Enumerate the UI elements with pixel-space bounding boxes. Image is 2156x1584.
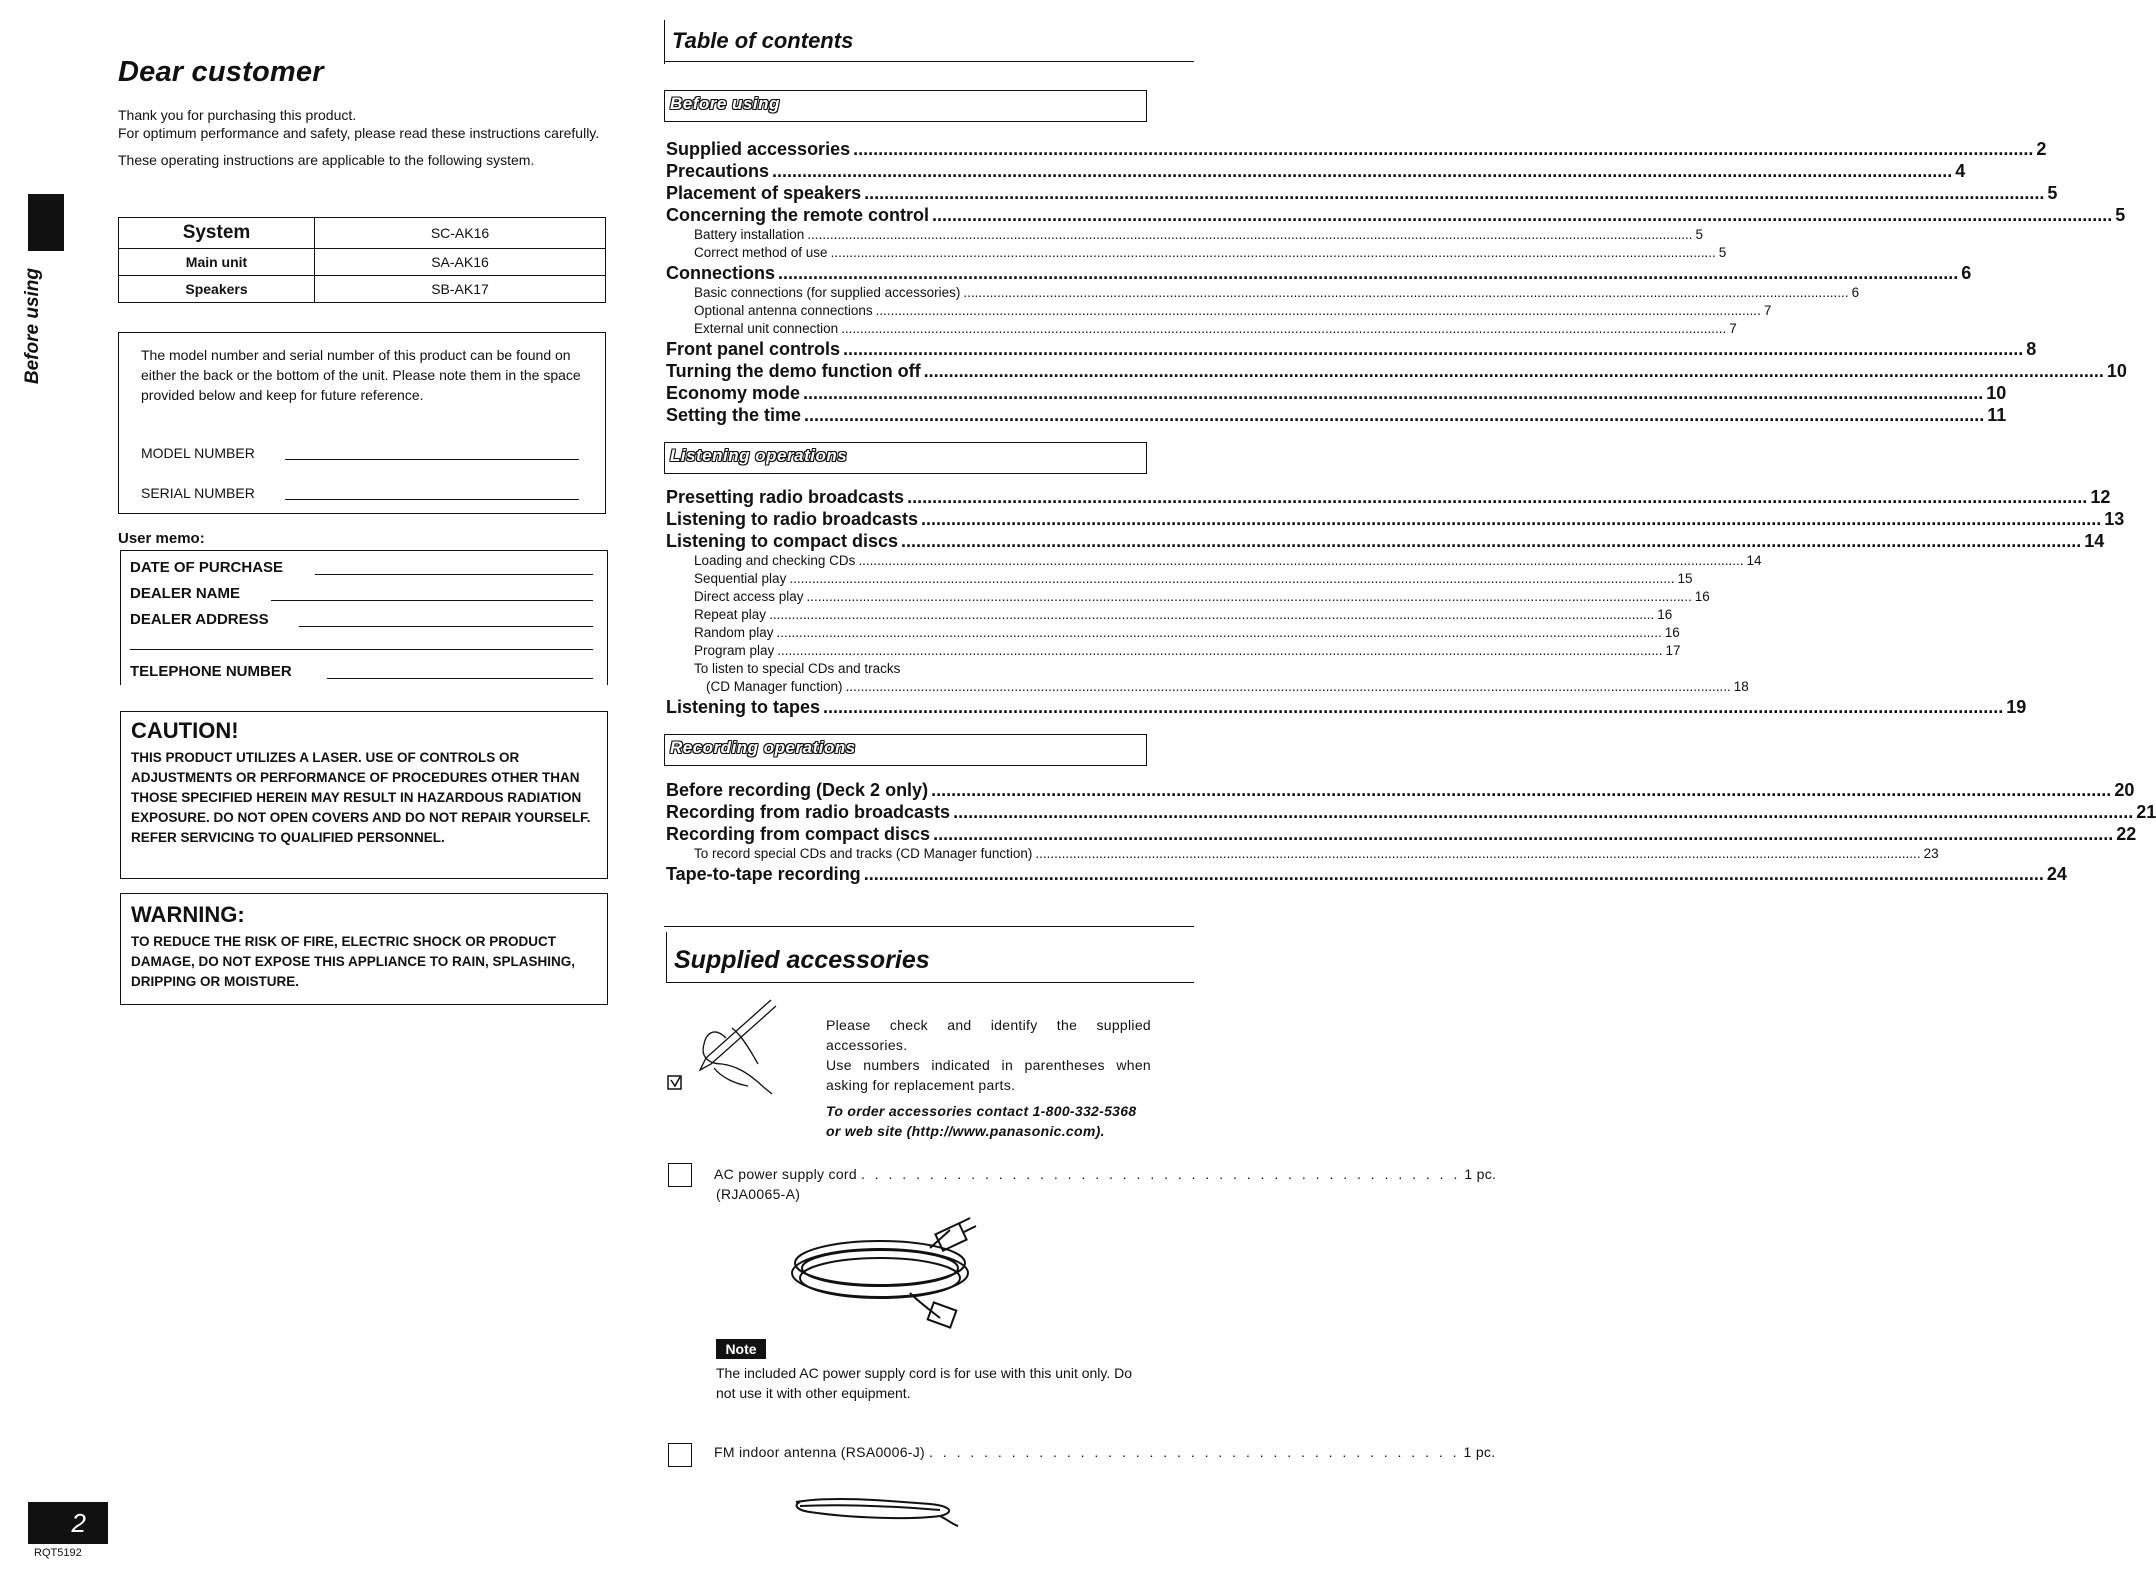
model-number-line	[285, 459, 579, 460]
toc-entry-page: 16	[1657, 607, 1673, 622]
page-number-badge	[28, 1502, 108, 1544]
warning-text: TO REDUCE THE RISK OF FIRE, ELECTRIC SHOCK OR PRODUCT DAMAGE, DO NOT EXPOSE THIS APPLIANCE TO RAIN, SPLASHING, DRIPPING OR MOISTURE.	[131, 934, 576, 989]
toc-entry-label: Listening to tapes	[666, 697, 821, 717]
date-of-purchase-label: DATE OF PURCHASE	[130, 559, 284, 576]
toc-entry-page: 22	[2116, 824, 2137, 844]
toc-entry-page: 5	[2115, 205, 2126, 225]
fm-antenna-checkbox[interactable]	[668, 1443, 692, 1467]
toc-entry-label: Sequential play	[694, 571, 787, 586]
toc-section-banner-label: Before using	[670, 94, 780, 113]
toc-entry-label: Listening to radio broadcasts	[666, 509, 919, 529]
toc-leader-dots	[953, 802, 2133, 823]
toc-leader-dots	[789, 571, 1674, 586]
toc-title: Table of contents	[672, 28, 854, 53]
toc-entry-page: 14	[1746, 553, 1762, 568]
toc-entry-page: 7	[1763, 303, 1772, 318]
toc-entry-page: 10	[2106, 361, 2127, 381]
toc-leader-dots	[864, 864, 2044, 885]
toc-leader-dots	[924, 361, 2104, 382]
toc-entry[interactable]	[666, 183, 2058, 205]
toc-entry[interactable]	[666, 531, 2105, 553]
toc-entry[interactable]	[666, 227, 1704, 245]
toc-leader-dots	[864, 183, 2044, 204]
date-line	[315, 574, 593, 575]
toc-entry-label: To listen to special CDs and tracks	[694, 661, 901, 676]
caution-text: THIS PRODUCT UTILIZES A LASER. USE OF CONTROLS OR ADJUSTMENTS OR PERFORMANCE OF PROCEDURES OTHER THAN THOSE SPECIFIED HEREIN MAY RESULT IN HAZARDOUS RADIATION EXPOSURE. DO NOT OPEN COVERS AND DO NOT REPAIR YOURSELF. REFER SERVICING TO QUALIFIED PERSONNEL.	[131, 750, 591, 845]
toc-entry[interactable]	[666, 245, 1727, 263]
toc-entry[interactable]	[666, 139, 2047, 161]
toc-entry[interactable]	[666, 509, 2125, 531]
toc-entry[interactable]	[666, 589, 1710, 607]
toc-leader-dots	[853, 139, 2033, 160]
toc-entry-label: Connections	[666, 263, 776, 283]
toc-leader-dots	[778, 263, 1958, 284]
toc-leader-dots	[803, 383, 1983, 404]
toc-leader-dots	[823, 697, 2003, 718]
toc-entry[interactable]	[666, 661, 1146, 679]
note-text: The included AC power supply cord is for use with this unit only. Do not use it with other equipment.	[716, 1365, 1133, 1401]
note-badge: Note	[716, 1339, 766, 1359]
toc-entry-page: 5	[1695, 227, 1704, 242]
warning-heading: WARNING:	[131, 902, 245, 927]
ac-cord-checkbox[interactable]	[668, 1163, 692, 1187]
toc-entry-page: 7	[1729, 321, 1737, 336]
serial-number-label: SERIAL NUMBER	[141, 485, 255, 501]
toc-entry-label: Supplied accessories	[666, 139, 851, 159]
toc-entry-label: Recording from radio broadcasts	[666, 802, 951, 822]
toc-section-banner	[664, 442, 1147, 474]
toc-entry-page: 15	[1677, 571, 1693, 586]
accessories-underline	[666, 982, 1194, 983]
toc-entry-label: Front panel controls	[666, 339, 841, 359]
toc-entry-page: 23	[1923, 846, 1939, 861]
toc-leader-dots	[777, 643, 1662, 658]
toc-entry-label: Concerning the remote control	[666, 205, 930, 225]
section-tab-label: Before using	[22, 268, 43, 385]
toc-entry-label: Listening to compact discs	[666, 531, 899, 551]
toc-entry-page: 17	[1665, 643, 1681, 658]
dealer-name-line	[271, 600, 593, 601]
toc-entry[interactable]	[666, 824, 2137, 846]
page-title: Dear customer	[118, 56, 324, 88]
toc-leader-dots	[907, 487, 2087, 508]
caution-heading: CAUTION!	[131, 718, 239, 743]
accessories-title: Supplied accessories	[674, 946, 930, 974]
toc-leader-dots	[963, 285, 1848, 300]
toc-leader-dots	[932, 205, 2112, 226]
toc-entry-label: Presetting radio broadcasts	[666, 487, 905, 507]
toc-entry[interactable]	[666, 405, 2007, 427]
toc-leader-dots	[843, 339, 2023, 360]
toc-leader-dots	[901, 531, 2081, 552]
table-row: Main unit SA-AK16	[119, 249, 606, 276]
toc-entry-page: 10	[1986, 383, 2007, 403]
toc-underline	[664, 61, 1194, 62]
toc-entry[interactable]	[666, 607, 1673, 625]
toc-entry-label: Loading and checking CDs	[694, 553, 856, 568]
fm-antenna-illustration	[790, 1490, 960, 1530]
toc-leader-dots	[777, 625, 1662, 640]
document-code: RQT5192	[34, 1547, 82, 1559]
dealer-address-label: DEALER ADDRESS	[130, 611, 269, 628]
telephone-number-label: TELEPHONE NUMBER	[130, 663, 292, 680]
toc-entry-page: 5	[1718, 245, 1727, 260]
toc-entry-page: 20	[2114, 780, 2135, 800]
toc-entry-label: Repeat play	[694, 607, 767, 622]
section-tab-marker	[28, 194, 64, 251]
toc-entry-label: Direct access play	[694, 589, 804, 604]
table-row: Speakers SB-AK17	[119, 276, 606, 303]
toc-entry-label: Program play	[694, 643, 775, 658]
toc-entry-page: 5	[2047, 183, 2058, 203]
toc-entry-label: Tape-to-tape recording	[666, 864, 861, 884]
toc-entry-label: Setting the time	[666, 405, 802, 425]
toc-entry-page: 19	[2006, 697, 2027, 717]
toc-entry[interactable]	[666, 303, 1772, 321]
toc-leader-dots	[804, 405, 1984, 426]
user-memo-box	[120, 550, 608, 685]
dealer-address-line	[299, 626, 593, 627]
dealer-name-label: DEALER NAME	[130, 585, 241, 602]
toc-entry-label: Precautions	[666, 161, 770, 181]
toc-entry-label: Basic connections (for supplied accessories)	[694, 285, 961, 300]
system-table	[118, 217, 606, 303]
toc-leader-dots	[772, 161, 1952, 182]
caution-box	[120, 711, 608, 879]
toc-leader-dots	[846, 679, 1731, 694]
toc-leader-dots	[831, 245, 1716, 260]
ac-cord-item: AC power supply cord . . . . . . . . . . . . . . . . . . . . . . . . . . . . . . . . . . . . . . . . . . . . 1 pc.	[714, 1166, 1497, 1182]
dealer-address-line-2	[130, 649, 593, 650]
toc-entry[interactable]	[666, 285, 1860, 303]
ac-cord-part-number: (RJA0065-A)	[716, 1186, 801, 1202]
toc-leader-dots	[807, 227, 1692, 242]
toc-leader-dots	[931, 780, 2111, 801]
toc-entry-label: Correct method of use	[694, 245, 828, 260]
toc-entry[interactable]	[666, 802, 2156, 824]
toc-leader-dots	[769, 607, 1654, 622]
toc-entry-label: Before recording (Deck 2 only)	[666, 780, 929, 800]
toc-entry-label: Recording from compact discs	[666, 824, 931, 844]
toc-entry-page: 13	[2104, 509, 2125, 529]
model-number-label: MODEL NUMBER	[141, 445, 255, 461]
toc-leader-dots	[876, 303, 1761, 318]
toc-entry-label: External unit connection	[694, 321, 839, 336]
toc-entry[interactable]	[666, 679, 1749, 697]
toc-entry-label: To record special CDs and tracks (CD Manager function)	[694, 846, 1033, 861]
user-memo-title: User memo:	[118, 530, 205, 547]
serial-number-line	[285, 499, 579, 500]
toc-leader-dots	[921, 509, 2101, 530]
toc-entry-label: Placement of speakers	[666, 183, 862, 203]
toc-title-rule	[664, 20, 665, 64]
toc-section-banner	[664, 90, 1147, 122]
toc-entry-page: 16	[1664, 625, 1680, 640]
toc-section-banner-label: Recording operations	[670, 738, 856, 757]
toc-entry[interactable]	[666, 321, 1737, 339]
table-row: System SC-AK16	[119, 218, 606, 249]
toc-entry[interactable]	[666, 625, 1680, 643]
toc-entry-page: 14	[2084, 531, 2105, 551]
accessories-intro: Please check and identify the supplied accessories. Use numbers indicated in parentheses when asking for replacement parts. To order accessories contact 1-800-332-5368 or web site (http://www.panasonic.com).	[826, 1017, 1151, 1139]
toc-entry[interactable]	[666, 571, 1693, 589]
toc-leader-dots	[858, 553, 1743, 568]
toc-leader-dots	[841, 321, 1726, 336]
page-number: 2	[71, 1508, 86, 1538]
toc-entry[interactable]	[666, 161, 1966, 183]
toc-entry[interactable]	[666, 263, 1972, 285]
toc-entry-label: Battery installation	[694, 227, 805, 242]
intro-text: Thank you for purchasing this product. For optimum performance and safety, please read these instructions carefully. These operating instructions are applicable to the following system.	[118, 107, 600, 168]
toc-entry-label: Turning the demo function off	[666, 361, 921, 381]
toc-entry-label: Economy mode	[666, 383, 801, 403]
toc-entry-page: 2	[2036, 139, 2047, 159]
toc-entry[interactable]	[666, 846, 1939, 864]
toc-entry[interactable]	[666, 205, 2126, 227]
model-number-box	[118, 332, 606, 514]
toc-section-banner	[664, 734, 1147, 766]
order-contact-text: To order accessories contact 1-800-332-5368 or web site (http://www.panasonic.com).	[826, 1103, 1137, 1139]
toc-entry-page: 21	[2136, 802, 2156, 822]
toc-entry[interactable]	[666, 697, 2027, 719]
toc-entry-page: 16	[1694, 589, 1710, 604]
toc-entry-label: (CD Manager function)	[706, 679, 843, 694]
toc-entry-page: 8	[2026, 339, 2037, 359]
toc-leader-dots	[807, 589, 1692, 604]
toc-leader-dots	[933, 824, 2113, 845]
model-box-text: The model number and serial number of this product can be found on either the back or the bottom of the unit. Please note them in the space provided below and keep for future reference.	[141, 347, 581, 403]
toc-entry[interactable]	[666, 383, 2007, 405]
warning-box	[120, 893, 608, 1005]
accessories-top-rule	[664, 926, 1194, 927]
toc-entry-page: 24	[2046, 864, 2067, 884]
toc-entry[interactable]	[666, 643, 1681, 661]
toc-entry-page: 6	[1961, 263, 1972, 283]
toc-entry[interactable]	[666, 339, 2037, 361]
accessories-title-rule	[666, 932, 667, 982]
toc-leader-dots	[1035, 846, 1920, 861]
toc-entry-page: 12	[2090, 487, 2111, 507]
toc-entry[interactable]	[666, 361, 2127, 383]
toc-section-banner-label: Listening operations	[670, 446, 848, 465]
toc-entry[interactable]	[666, 487, 2111, 509]
fm-antenna-item: FM indoor antenna (RSA0006-J) . . . . . . . . . . . . . . . . . . . . . . . . . . . . . . . . . . . . . . . 1 pc.	[714, 1444, 1496, 1460]
toc-entry-page: 18	[1733, 679, 1749, 694]
telephone-line	[327, 678, 593, 679]
toc-entry[interactable]	[666, 864, 2067, 886]
toc-entry-page: 6	[1851, 285, 1860, 300]
toc-entry-page: 4	[1955, 161, 1966, 181]
toc-entry-label: Optional antenna connections	[694, 303, 873, 318]
toc-entry[interactable]	[666, 553, 1762, 571]
toc-entry[interactable]	[666, 780, 2135, 802]
power-cord-illustration	[780, 1218, 980, 1328]
pen-check-illustration	[666, 998, 816, 1098]
toc-entry-label: Random play	[694, 625, 774, 640]
toc-entry-page: 11	[1987, 405, 2007, 425]
